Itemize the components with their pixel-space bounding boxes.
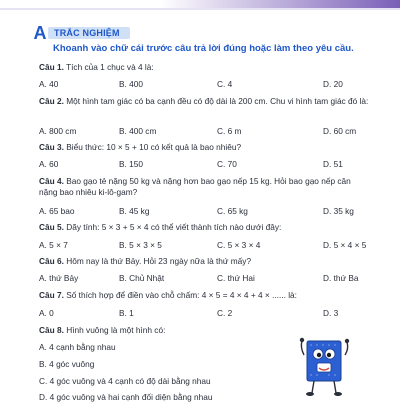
option-d[interactable]: D. 5 × 4 × 5 xyxy=(323,240,367,250)
option-d[interactable]: D. 60 cm xyxy=(323,126,357,136)
option-d[interactable]: D. 4 góc vuông và hai cạnh đối diện bằng nhau xyxy=(39,392,213,402)
instruction-text: Khoanh vào chữ cái trước câu trả lời đúng hoặc làm theo yêu cầu. xyxy=(53,43,354,54)
square-mascot-illustration xyxy=(298,333,350,400)
question-2 xyxy=(39,96,369,107)
option-c[interactable]: C. 5 × 3 × 4 xyxy=(217,240,261,250)
option-a[interactable]: A. thứ Bảy xyxy=(39,273,79,283)
question-1 xyxy=(39,62,369,73)
question-label: Câu 5. xyxy=(39,222,64,232)
option-a[interactable]: A. 800 cm xyxy=(39,126,77,136)
option-c[interactable]: C. 4 xyxy=(217,79,233,89)
option-c[interactable]: C. 6 m xyxy=(217,126,242,136)
question-text: Tích của 1 chục và 4 là: xyxy=(66,62,154,72)
question-label: Câu 7. xyxy=(39,290,64,300)
option-d[interactable]: D. thứ Ba xyxy=(323,273,359,283)
question-text: Một hình tam giác có ba cạnh đều có độ dài là 200 cm. Chu vi hình tam giác đó là: xyxy=(66,96,369,106)
option-c[interactable]: C. 2 xyxy=(217,308,233,318)
option-b[interactable]: B. 5 × 3 × 5 xyxy=(119,240,162,250)
page-top-strip xyxy=(0,0,400,10)
option-b[interactable]: B. 4 góc vuông xyxy=(39,359,95,369)
options-7 xyxy=(39,308,369,319)
option-d[interactable]: D. 3 xyxy=(323,308,339,318)
section-letter: A xyxy=(33,23,47,43)
question-text: Số thích hợp để điền vào chỗ chấm: 4 × 5 = 4 × 4 + 4 × ...... là: xyxy=(66,290,297,300)
question-text: Hình vuông là một hình có: xyxy=(66,325,166,335)
options-5 xyxy=(39,240,369,251)
option-b[interactable]: B. 45 kg xyxy=(119,206,150,216)
option-c[interactable]: C. thứ Hai xyxy=(217,273,255,283)
options-1 xyxy=(39,79,369,90)
question-label: Câu 3. xyxy=(39,142,64,152)
option-b[interactable]: B. 400 cm xyxy=(119,126,157,136)
question-text: Biểu thức: 10 × 5 + 10 có kết quả là bao nhiêu? xyxy=(66,142,242,152)
options-2 xyxy=(39,126,369,137)
options-6 xyxy=(39,273,369,284)
option-c[interactable]: C. 70 xyxy=(217,159,237,169)
option-a[interactable]: A. 40 xyxy=(39,79,59,89)
options-3 xyxy=(39,159,369,170)
question-text: Bao gạo tẻ nặng 50 kg và nặng hơn bao gạo nếp 15 kg. Hỏi bao gạo nếp cân nặng bao nhiêu ki-lô-gam? xyxy=(39,176,351,197)
question-4 xyxy=(39,176,369,198)
option-c[interactable]: C. 65 kg xyxy=(217,206,248,216)
question-7 xyxy=(39,290,369,301)
question-label: Câu 2. xyxy=(39,96,64,106)
option-d[interactable]: D. 35 kg xyxy=(323,206,354,216)
option-a[interactable]: A. 4 cạnh bằng nhau xyxy=(39,342,116,352)
option-d[interactable]: D. 51 xyxy=(323,159,343,169)
section-header xyxy=(33,23,130,43)
option-a[interactable]: A. 65 bao xyxy=(39,206,75,216)
option-c[interactable]: C. 4 góc vuông và 4 cạnh có độ dài bằng nhau xyxy=(39,376,211,386)
question-label: Câu 8. xyxy=(39,325,64,335)
question-text: Dãy tính: 5 × 3 + 5 × 4 có thể viết thành tích nào dưới đây: xyxy=(66,222,282,232)
option-b[interactable]: B. 400 xyxy=(119,79,143,89)
question-5 xyxy=(39,222,369,233)
option-b[interactable]: B. 1 xyxy=(119,308,134,318)
option-a[interactable]: A. 5 × 7 xyxy=(39,240,68,250)
question-label: Câu 6. xyxy=(39,256,64,266)
option-b[interactable]: B. Chủ Nhật xyxy=(119,273,165,283)
option-b[interactable]: B. 150 xyxy=(119,159,143,169)
option-a[interactable]: A. 60 xyxy=(39,159,59,169)
question-label: Câu 4. xyxy=(39,176,64,186)
options-4 xyxy=(39,206,369,217)
section-tag: TRẮC NGHIỆM xyxy=(48,27,130,39)
question-text: Hôm nay là thứ Bảy. Hỏi 23 ngày nữa là thứ mấy? xyxy=(66,256,252,266)
question-3 xyxy=(39,142,369,153)
option-d[interactable]: D. 20 xyxy=(323,79,343,89)
option-a[interactable]: A. 0 xyxy=(39,308,54,318)
question-label: Câu 1. xyxy=(39,62,64,72)
question-6 xyxy=(39,256,369,267)
